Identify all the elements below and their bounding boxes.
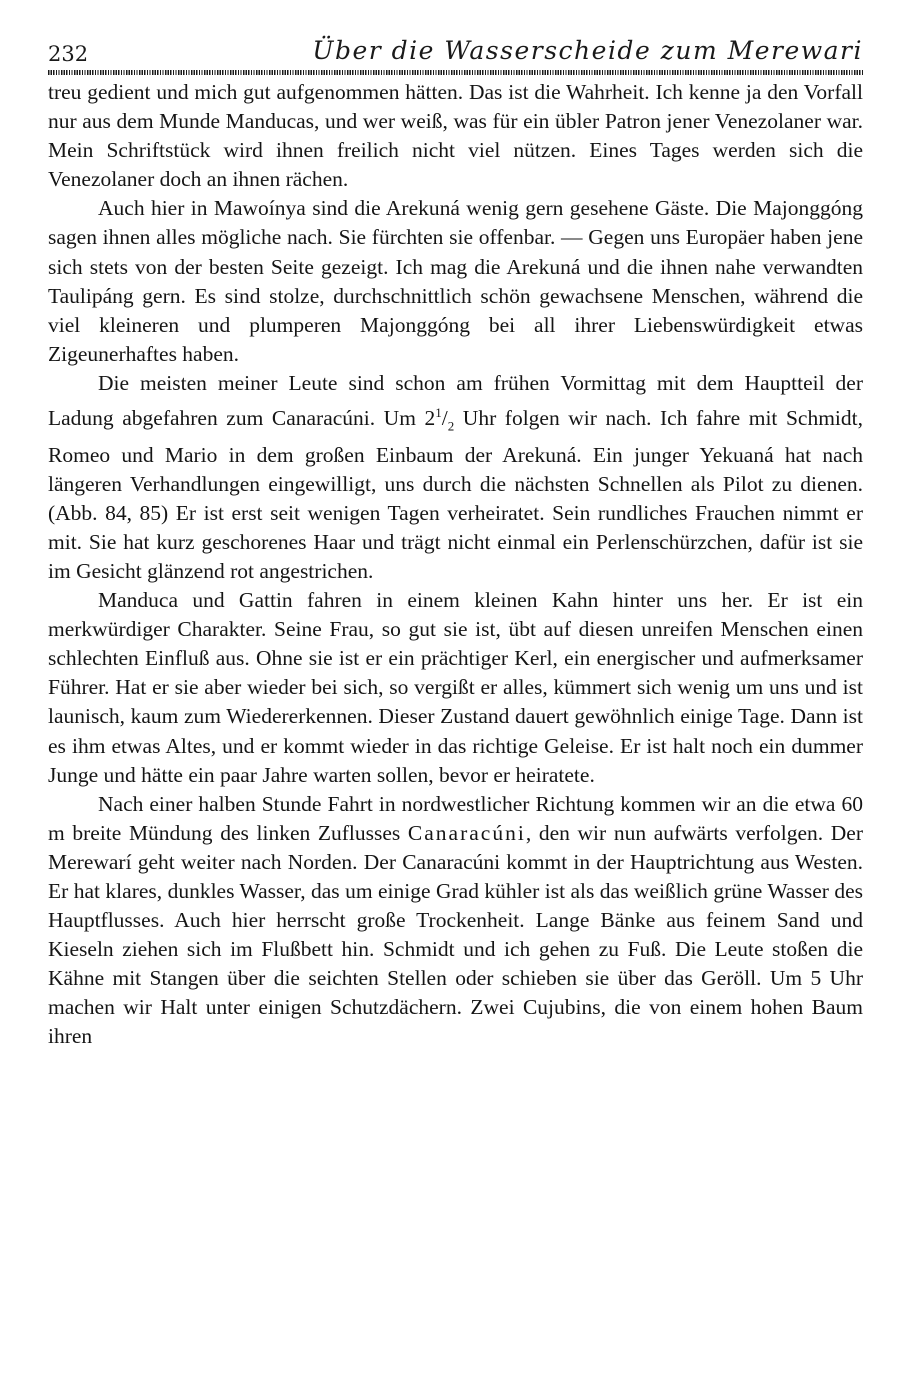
paragraph: treu gedient und mich gut aufgenommen hätten. Das ist die Wahrheit. Ich kenne ja den Vorfall nur aus dem Munde Manducas, und wer weiß, was für ein übler Patron jener Venezolaner war. Mein Schriftstück wird ihnen freilich nicht viel nützen. Eines Tages werden sich die Venezolaner doch an ihnen rächen.	[48, 80, 863, 192]
page-header	[48, 36, 863, 70]
paragraph-text: Die meisten meiner Leute sind schon am frühen Vormittag mit dem Hauptteil der Ladung abgefahren zum Canaracúni. Um 2	[48, 370, 863, 431]
paragraph	[48, 790, 863, 1052]
book-page	[48, 36, 863, 1052]
fraction-numerator: 1	[435, 405, 442, 421]
paragraph: Auch hier in Mawoínya sind die Arekuná wenig gern gesehene Gäste. Die Majonggóng sagen ihnen alles mögliche nach. Sie fürchten sie offenbar. — Gegen uns Europäer haben jene sich stets von der besten Seite gezeigt. Ich mag die Arekuná und die ihnen nahe verwandten Taulipáng gern. Es sind stolze, durchschnittlich schön gewachsene Menschen, während die viel kleineren und plumperen Majonggóng bei all ihrer Liebenswürdigkeit etwas Zigeunerhaftes haben.	[48, 196, 863, 366]
paragraph: Manduca und Gattin fahren in einem kleinen Kahn hinter uns her. Er ist ein merkwürdiger Charakter. Seine Frau, so gut sie ist, übt auf diesen unreifen Menschen einen schlechten Einfluß aus. Ohne sie ist er ein prächtiger Kerl, ein energischer und aufmerksamer Führer. Hat er sie aber wieder bei sich, so vergißt er alles, kümmert sich wenig um uns und ist launisch, kaum zum Wiedererkennen. Dieser Zustand dauert gewöhnlich einige Tage. Dann ist es ihm etwas Altes, und er kommt wieder in das richtige Geleise. Er ist halt noch ein dummer Junge und hätte ein paar Jahre warten sollen, bevor er heiratete.	[48, 588, 863, 787]
running-title: Über die Wasserscheide zum Merewari	[312, 36, 863, 65]
paragraph-text: Uhr folgen wir nach. Ich fahre mit Schmidt, Romeo und Mario in dem großen Einbaum der Arekuná. Ein junger Yekuaná hat nach längeren Verhandlungen eingewilligt, uns durch die nächsten Schnellen als Pilot zu dienen. (Abb. 84, 85) Er ist erst seit wenigen Tagen verheiratet. Sein rundliches Frauchen nimmt er mit. Sie hat kurz geschorenes Haar und trägt nicht einmal ein Perlenschürzchen, dafür ist sie im Gesicht glänzend rot angestrichen.	[48, 406, 864, 583]
paragraph-text: , den wir nun aufwärts verfolgen. Der Merewarí geht weiter nach Norden. Der Canaracúni kommt in der Hauptrichtung aus Westen. Er hat klares, dunkles Wasser, das um einige Grad kühler ist als das weißlich grüne Wasser des Hauptflusses. Auch hier herrscht große Trockenheit. Lange Bänke aus feinem Sand und Kieseln ziehen sich im Flußbett hin. Schmidt und ich gehen zu Fuß. Die Leute stoßen die Kähne mit Stangen über die seichten Stellen oder schieben sie über das Geröll. Um 5 Uhr machen wir Halt unter einigen Schutzdächern. Zwei Cujubins, die von einem hohen Baum ihren	[48, 820, 863, 1049]
spaced-river-name: Canaracúni	[407, 820, 526, 845]
header-rule	[48, 70, 863, 75]
fraction-slash: /	[441, 406, 448, 431]
paragraph-text: Nach einer halben Stunde Fahrt in nordwestlicher Richtung kommen wir an die etwa 60 m breite Mündung des linken Zuflusses	[48, 791, 863, 845]
body-text	[48, 78, 863, 1052]
page-number: 232	[48, 42, 89, 66]
paragraph	[48, 369, 863, 586]
fraction-denominator: 2	[447, 418, 455, 434]
